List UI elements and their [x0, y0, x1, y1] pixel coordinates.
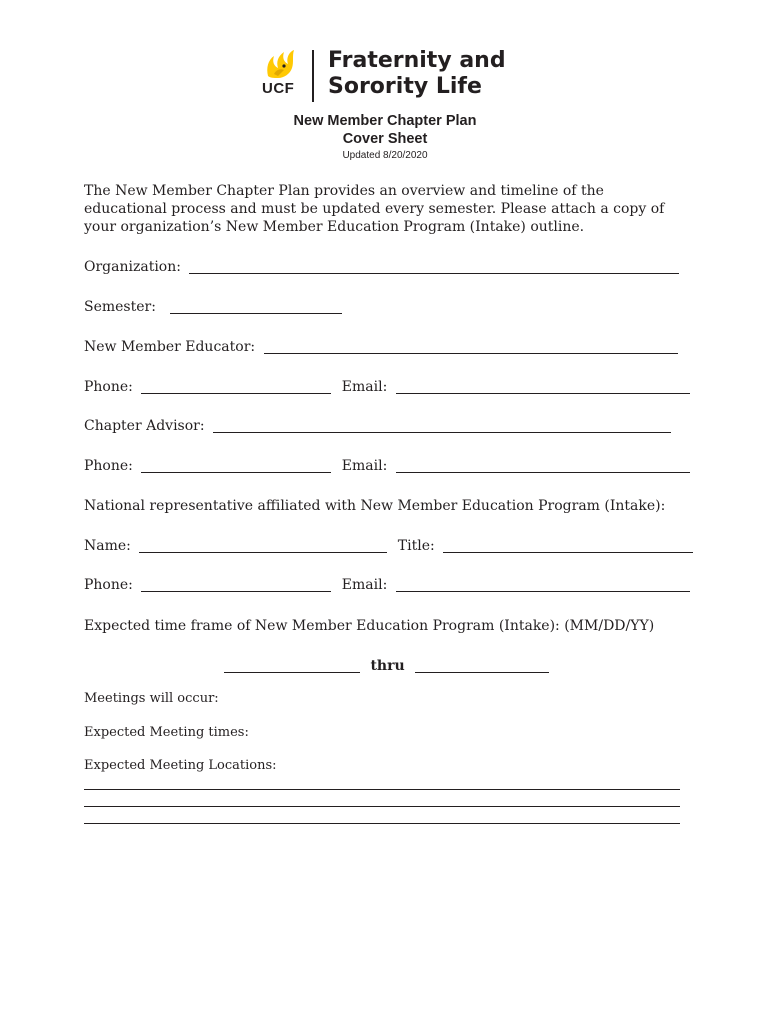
meetings-occur-row — [84, 689, 219, 709]
email-field[interactable] — [396, 457, 690, 473]
page-title: New Member Chapter Plan — [293, 113, 477, 129]
phone-field[interactable] — [141, 576, 331, 592]
educator-field[interactable] — [264, 338, 678, 354]
national-rep-label: National representative affiliated with New Member Education Program (Intake): — [84, 498, 666, 514]
educator-row — [84, 337, 678, 357]
phone-label: Phone: — [84, 379, 133, 395]
meeting-times-label: Expected Meeting times: — [84, 725, 249, 740]
meeting-times-row — [84, 723, 249, 743]
time-frame-label: Expected time frame of New Member Education Program (Intake): (MM/DD/YY) — [84, 618, 655, 634]
meeting-locations-label: Expected Meeting Locations: — [84, 758, 277, 773]
intro-paragraph: The New Member Chapter Plan provides an overview and timeline of the educational process and must be updated every semester. Please attach a copy of your organization’s New Member Education Program (Intake) outline. — [84, 183, 665, 235]
national-rep-row — [84, 496, 665, 516]
meeting-locations-row — [84, 756, 277, 776]
end-date-field[interactable] — [415, 657, 549, 673]
time-frame-row — [84, 616, 654, 636]
thru-label: thru — [370, 658, 405, 674]
email-field[interactable] — [396, 576, 690, 592]
advisor-field[interactable] — [213, 417, 671, 433]
semester-row — [84, 297, 342, 317]
ucf-fsl-logo — [262, 46, 522, 102]
phone-label: Phone: — [84, 577, 133, 593]
page-subtitle: Cover Sheet — [342, 131, 428, 147]
organization-label: Organization: — [84, 259, 181, 275]
date-range-row — [224, 656, 549, 676]
ucf-wordmark: UCF — [262, 80, 295, 97]
logo-line-1: Fraternity and — [328, 48, 506, 73]
email-label: Email: — [341, 458, 388, 474]
email-field[interactable] — [396, 378, 690, 394]
meetings-occur-label: Meetings will occur: — [84, 691, 219, 706]
organization-row — [84, 257, 679, 277]
locations-line-1[interactable] — [84, 789, 680, 790]
name-title-row — [84, 536, 693, 556]
phone-email-row-3 — [84, 575, 690, 595]
pegasus-icon — [262, 46, 298, 82]
logo-line-2: Sorority Life — [328, 74, 482, 99]
phone-email-row-1 — [84, 377, 690, 397]
organization-field[interactable] — [189, 258, 679, 274]
educator-label: New Member Educator: — [84, 339, 256, 355]
logo-divider — [312, 50, 314, 102]
phone-field[interactable] — [141, 378, 331, 394]
email-label: Email: — [341, 577, 388, 593]
locations-line-3[interactable] — [84, 823, 680, 824]
title-field[interactable] — [443, 537, 693, 553]
semester-label: Semester: — [84, 299, 156, 315]
phone-field[interactable] — [141, 457, 331, 473]
updated-date: Updated 8/20/2020 — [342, 150, 428, 161]
advisor-label: Chapter Advisor: — [84, 418, 205, 434]
locations-line-2[interactable] — [84, 806, 680, 807]
advisor-row — [84, 416, 671, 436]
logo-title — [328, 48, 506, 100]
phone-label: Phone: — [84, 458, 133, 474]
semester-field[interactable] — [170, 298, 342, 314]
start-date-field[interactable] — [224, 657, 360, 673]
name-label: Name: — [84, 538, 131, 554]
email-label: Email: — [341, 379, 388, 395]
phone-email-row-2 — [84, 456, 690, 476]
title-label: Title: — [397, 538, 435, 554]
name-field[interactable] — [139, 537, 387, 553]
